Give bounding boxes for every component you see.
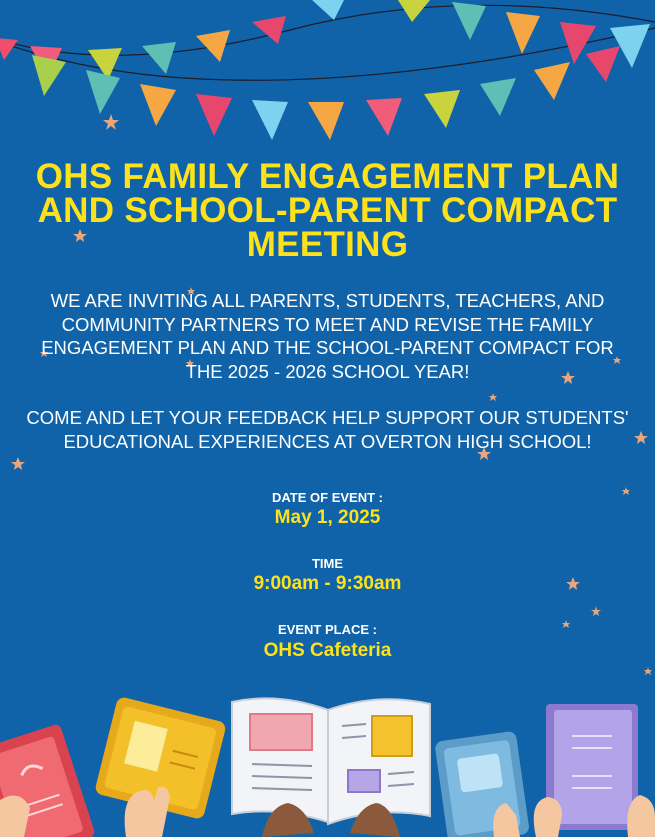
- event-time-value: 9:00am - 9:30am: [253, 573, 402, 594]
- event-date-value: May 1, 2025: [274, 507, 381, 528]
- invitation-paragraph: WE ARE INVITING ALL PARENTS, STUDENTS, TEACHERS, AND COMMUNITY PARTNERS TO MEET AND REVISE THE FAMILY ENGAGEMENT PLAN AND THE SCHOOL-PARENT COMPACT FOR THE 2025 - 2026 SCHOOL YEAR!: [41, 290, 614, 382]
- event-place-label: EVENT PLACE :: [278, 622, 377, 637]
- page-title: OHS FAMILY ENGAGEMENT PLAN AND SCHOOL-PARENT COMPACT MEETING: [35, 157, 620, 264]
- event-time-label: TIME: [311, 556, 344, 571]
- open-book-icon: [232, 698, 430, 824]
- feedback-paragraph: COME AND LET YOUR FEEDBACK HELP SUPPORT OUR STUDENTS' EDUCATIONAL EXPERIENCES AT OVERTON HIGH SCHOOL!: [26, 407, 629, 452]
- event-date-label: DATE OF EVENT :: [272, 490, 383, 505]
- books-and-hands-illustration: [0, 690, 655, 837]
- event-place-value: OHS Cafeteria: [263, 640, 392, 661]
